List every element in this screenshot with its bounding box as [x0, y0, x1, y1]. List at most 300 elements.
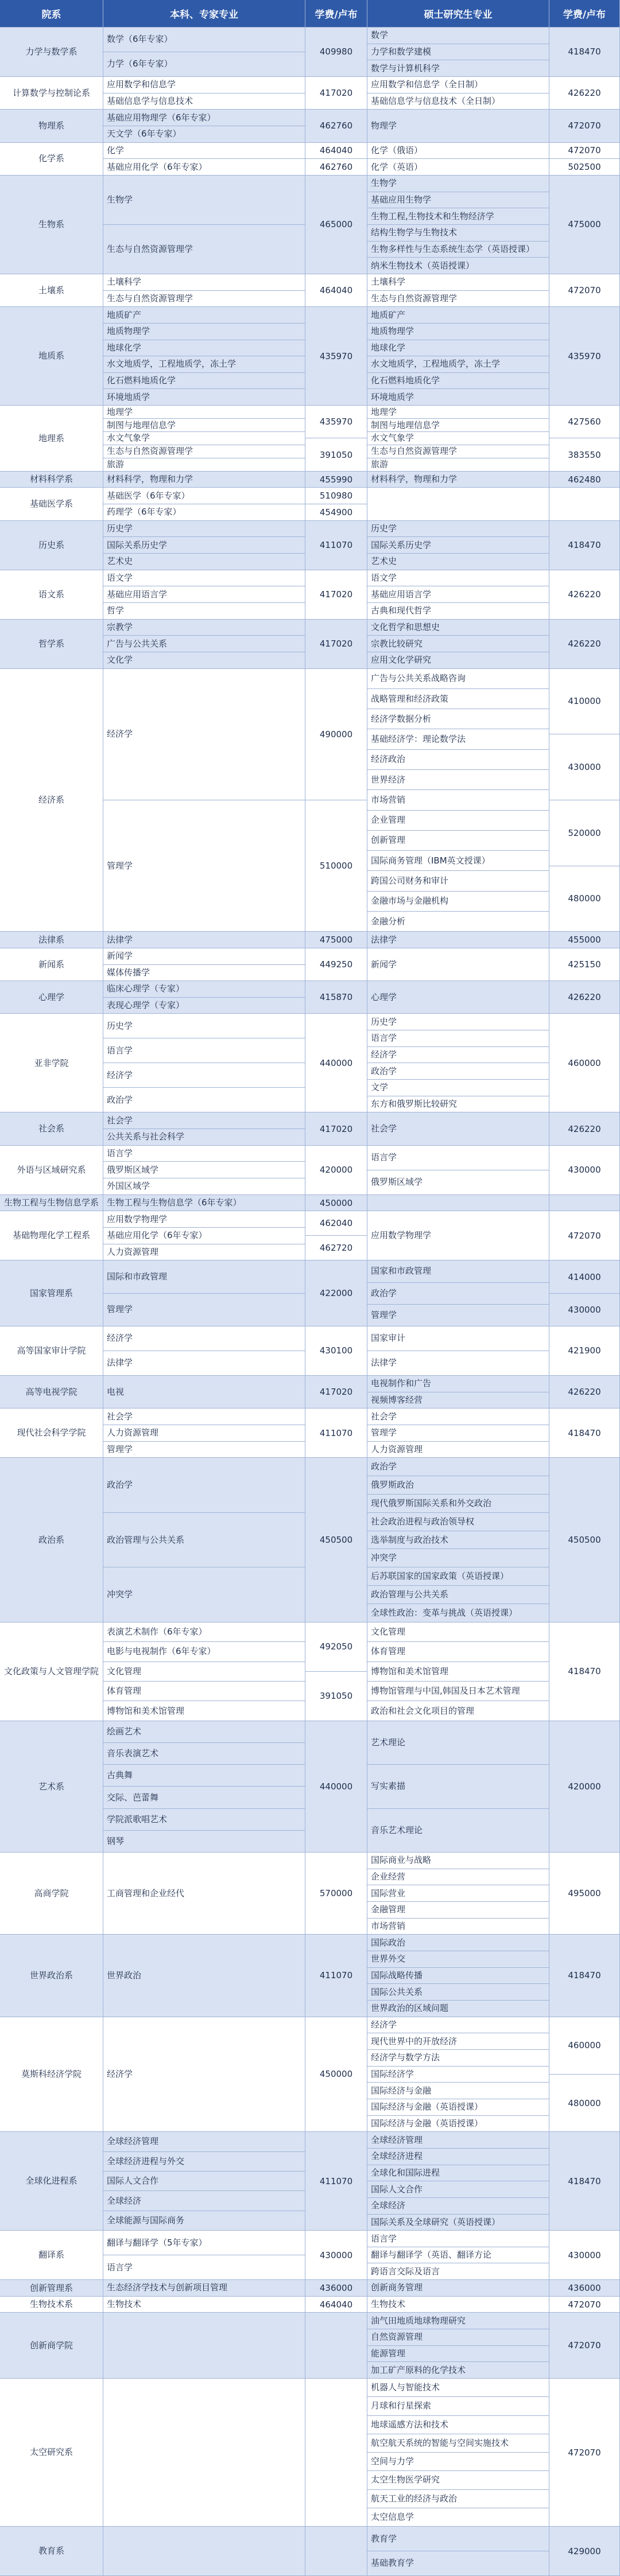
college-name: 经济系 [0, 669, 103, 932]
ug-major: 生态与自然资源管理学 [103, 291, 305, 308]
college-name: 生物技术系 [0, 2297, 103, 2313]
grad-major: 艺术史 [367, 554, 549, 570]
college-name: 世界政治系 [0, 1935, 103, 2017]
ug-major: 经济学 [103, 2017, 305, 2133]
grad-fee: 421900 [549, 1326, 620, 1376]
ug-fee: 391050 [305, 438, 367, 471]
grad-fee: 472070 [549, 2297, 620, 2313]
grad-major: 国际商业与战略 [367, 1853, 549, 1869]
grad-major: 跨国公司财务和审计 [367, 871, 549, 891]
grad-major: 政治学 [367, 1063, 549, 1080]
grad-major: 俄罗斯政治 [367, 1476, 549, 1495]
grad-major: 生物学 [367, 176, 549, 192]
college-name: 地质系 [0, 307, 103, 406]
college-name: 基础物理化学工程系 [0, 1211, 103, 1260]
ug-fee: 430100 [305, 1326, 367, 1376]
grad-major: 制图与地理信息学 [367, 419, 549, 432]
ug-major: 表现心理学（专家） [103, 998, 305, 1014]
ug-major: 哲学 [103, 603, 305, 620]
ug-major: 基础应用化学（6年专家） [103, 1228, 305, 1244]
grad-major: 环境地质学 [367, 389, 549, 406]
grad-fee: 383550 [549, 438, 620, 471]
grad-major: 语言学 [367, 1146, 549, 1170]
grad-major: 国际经济与金融（英语授课） [367, 2099, 549, 2116]
grad-major: 心理学 [367, 981, 549, 1014]
ug-major: 社会学 [103, 1112, 305, 1129]
ug-major: 药理学（6年专家） [103, 504, 305, 521]
college-name: 政治系 [0, 1458, 103, 1622]
grad-major: 国家审计 [367, 1326, 549, 1351]
ug-fee: 411070 [305, 1408, 367, 1458]
ug-fee: 454900 [305, 504, 367, 521]
ug-major: 博物馆和美术馆管理 [103, 1701, 305, 1721]
ug-fee: 450500 [305, 1458, 367, 1622]
grad-major: 政治学 [367, 1283, 549, 1305]
grad-major: 语文学 [367, 570, 549, 587]
grad-major: 应用数学和信息学（全日制） [367, 77, 549, 94]
ug-major: 全球经济管理 [103, 2132, 305, 2151]
ug-major-empty [103, 2527, 305, 2576]
grad-fee: 420000 [549, 1721, 620, 1853]
college-name: 新闻系 [0, 948, 103, 981]
grad-major: 世界政治的区域问题 [367, 2001, 549, 2017]
ug-major: 天文学（6年专家） [103, 126, 305, 143]
college-name: 艺术系 [0, 1721, 103, 1853]
ug-fee: 411070 [305, 2132, 367, 2231]
ug-major: 基础应用语言学 [103, 586, 305, 603]
grad-major: 全球经济 [367, 2198, 549, 2215]
header-college: 院系 [0, 0, 103, 28]
ug-fee: 455990 [305, 472, 367, 488]
grad-fee-empty [549, 1195, 620, 1212]
grad-fee: 430000 [549, 734, 620, 800]
ug-major: 人力资源管理 [103, 1425, 305, 1442]
ug-major: 经济学 [103, 1326, 305, 1351]
grad-fee: 418470 [549, 1935, 620, 2017]
header-ug-fee: 学费/卢布 [305, 0, 367, 28]
ug-major: 基础应用物理学（6年专家） [103, 110, 305, 126]
ug-fee: 449250 [305, 948, 367, 981]
grad-major: 月球和行星探索 [367, 2397, 549, 2415]
ug-major: 翻译与翻译学（5年专家） [103, 2231, 305, 2255]
ug-major: 古典舞 [103, 1765, 305, 1787]
grad-fee: 455000 [549, 932, 620, 948]
grad-major: 基础经济学：理论数学法 [367, 729, 549, 749]
ug-major: 化学 [103, 143, 305, 159]
grad-fee: 450500 [549, 1458, 620, 1622]
ug-major: 绘画艺术 [103, 1721, 305, 1743]
grad-major: 翻译与翻译学（英语、翻译方论 [367, 2247, 549, 2264]
grad-fee: 472070 [549, 2313, 620, 2379]
grad-major: 人力资源管理 [367, 1442, 549, 1458]
grad-major: 油气田地质地球物理研究 [367, 2313, 549, 2329]
grad-major: 材料科学，物理和力学 [367, 472, 549, 488]
grad-fee: 502500 [549, 159, 620, 176]
grad-major: 应用文化学研究 [367, 652, 549, 669]
college-name: 高等电视学院 [0, 1376, 103, 1408]
college-name: 地理系 [0, 406, 103, 472]
ug-major: 全球经济进程与外交 [103, 2152, 305, 2172]
grad-major: 生物技术 [367, 2297, 549, 2313]
grad-major: 应用数学物理学 [367, 1211, 549, 1260]
grad-major: 法律学 [367, 1351, 549, 1376]
grad-major: 社会学 [367, 1408, 549, 1425]
college-name: 法律系 [0, 932, 103, 948]
college-name: 哲学系 [0, 620, 103, 669]
grad-major: 国际人文合作 [367, 2181, 549, 2198]
ug-major: 生态与自然资源管理学 [103, 225, 305, 274]
ug-fee: 417020 [305, 1112, 367, 1145]
grad-major: 土壤科学 [367, 274, 549, 291]
ug-fee: 435970 [305, 406, 367, 438]
grad-major: 旅游 [367, 458, 549, 472]
ug-fee: 411070 [305, 521, 367, 570]
ug-major: 临床心理学（专家） [103, 981, 305, 998]
grad-major: 生物工程,生物技术和生物经济学 [367, 208, 549, 225]
grad-major: 选举制度与政治技术 [367, 1531, 549, 1550]
college-name: 翻译系 [0, 2231, 103, 2280]
ug-fee: 430000 [305, 2231, 367, 2280]
college-name: 化学系 [0, 143, 103, 176]
ug-fee: 435970 [305, 307, 367, 406]
grad-major: 文化管理 [367, 1622, 549, 1642]
grad-fee: 429000 [549, 2527, 620, 2576]
header-ug-major: 本科、专家专业 [103, 0, 305, 28]
grad-major: 太空生物医学研究 [367, 2471, 549, 2489]
ug-major: 生物工程与生物信息学（6年专家） [103, 1195, 305, 1212]
grad-major: 水文气象学 [367, 432, 549, 445]
college-name: 语文系 [0, 570, 103, 620]
ug-major: 化石燃料地质化学 [103, 373, 305, 390]
grad-fee: 472070 [549, 1211, 620, 1260]
ug-major: 基础医学（6年专家） [103, 488, 305, 504]
grad-major: 地质物理学 [367, 324, 549, 340]
grad-major: 化学（俄语） [367, 143, 549, 159]
grad-major: 博物馆和美术馆管理 [367, 1662, 549, 1682]
ug-major: 媒体传播学 [103, 965, 305, 982]
ug-fee: 465000 [305, 176, 367, 274]
grad-major: 生态与自然资源管理学 [367, 291, 549, 308]
ug-major-empty [103, 2379, 305, 2527]
grad-fee: 430000 [549, 2231, 620, 2280]
ug-fee: 450000 [305, 1195, 367, 1212]
ug-major: 社会学 [103, 1408, 305, 1425]
ug-major: 经济学 [103, 669, 305, 800]
ug-fee: 490000 [305, 669, 367, 800]
grad-fee: 430000 [549, 1146, 620, 1195]
ug-major: 水文地质学，工程地质学，冻土学 [103, 356, 305, 373]
grad-fee: 410000 [549, 669, 620, 735]
grad-fee: 430000 [549, 1294, 620, 1326]
ug-major: 国际关系历史学 [103, 537, 305, 554]
ug-major: 管理学 [103, 1294, 305, 1326]
ug-major: 环境地质学 [103, 389, 305, 406]
grad-major: 跨语言交际及语言 [367, 2263, 549, 2280]
ug-fee: 462040 [305, 1211, 367, 1236]
grad-major: 地球化学 [367, 340, 549, 357]
ug-major: 冲突学 [103, 1567, 305, 1622]
ug-fee: 417020 [305, 620, 367, 669]
ug-major: 体育管理 [103, 1682, 305, 1701]
grad-major: 文学 [367, 1080, 549, 1096]
grad-fee: 418470 [549, 521, 620, 570]
grad-major: 基础教育学 [367, 2551, 549, 2576]
ug-major: 基础信息学与信息技术 [103, 94, 305, 110]
grad-fee: 426220 [549, 570, 620, 620]
grad-fee: 480000 [549, 2075, 620, 2132]
grad-major: 地质矿产 [367, 307, 549, 324]
ug-major: 法律学 [103, 932, 305, 948]
ug-major: 历史学 [103, 1014, 305, 1038]
ug-major: 制图与地理信息学 [103, 419, 305, 432]
grad-major: 政治和社会文化项目的管理 [367, 1701, 549, 1721]
ug-major: 历史学 [103, 521, 305, 538]
grad-major: 历史学 [367, 1014, 549, 1030]
ug-major: 政治管理与公共关系 [103, 1513, 305, 1568]
grad-major: 自然资源管理 [367, 2329, 549, 2346]
grad-fee: 472070 [549, 2379, 620, 2527]
grad-fee: 418470 [549, 1408, 620, 1458]
ug-major: 文化管理 [103, 1662, 305, 1682]
college-name: 外语与区域研究系 [0, 1146, 103, 1195]
college-name: 历史系 [0, 521, 103, 570]
ug-major-empty [103, 2313, 305, 2379]
grad-fee: 460000 [549, 1014, 620, 1112]
ug-fee: 464040 [305, 143, 367, 159]
college-name: 土壤系 [0, 274, 103, 307]
ug-fee: 440000 [305, 1014, 367, 1112]
ug-major: 水文气象学 [103, 432, 305, 445]
grad-major: 全球经济管理 [367, 2132, 549, 2149]
grad-major: 太空信息学 [367, 2508, 549, 2527]
grad-major: 电视制作和广告 [367, 1376, 549, 1392]
ug-major: 国际人文合作 [103, 2172, 305, 2191]
ug-fee: 475000 [305, 932, 367, 948]
grad-fee: 426220 [549, 1112, 620, 1145]
ug-major: 基础应用化学（6年专家） [103, 159, 305, 176]
grad-major: 基础信息学与信息技术（全日制） [367, 94, 549, 110]
grad-major: 经济学与数学方法 [367, 2050, 549, 2067]
ug-major: 世界政治 [103, 1935, 305, 2017]
ug-fee-empty [305, 2379, 367, 2527]
grad-major: 国际政治 [367, 1935, 549, 1951]
college-name: 全球化进程系 [0, 2132, 103, 2231]
grad-major: 化学（英语） [367, 159, 549, 176]
ug-major: 生态经济学技术与创新项目管理 [103, 2280, 305, 2297]
grad-major: 生态与自然资源管理学 [367, 445, 549, 458]
grad-major: 全球性政治：变革与挑战（英语授课） [367, 1604, 549, 1622]
grad-major: 管理学 [367, 1305, 549, 1326]
grad-major: 企业管理 [367, 811, 549, 831]
ug-major: 电影与电视制作（6年专家） [103, 1642, 305, 1661]
grad-fee-empty [549, 488, 620, 520]
ug-major: 生物学 [103, 176, 305, 225]
grad-fee: 426220 [549, 1376, 620, 1408]
college-name: 高商学院 [0, 1853, 103, 1935]
grad-major: 文化哲学和思想史 [367, 620, 549, 636]
ug-fee: 464040 [305, 2297, 367, 2313]
grad-major: 国际战略传播 [367, 1968, 549, 1984]
college-name: 材料科学系 [0, 472, 103, 488]
ug-fee: 462760 [305, 159, 367, 176]
grad-major: 物理学 [367, 110, 549, 142]
ug-major: 语言学 [103, 2255, 305, 2280]
college-name: 教育系 [0, 2527, 103, 2576]
ug-major: 政治学 [103, 1088, 305, 1112]
grad-major: 政治管理与公共关系 [367, 1586, 549, 1604]
grad-major: 航天工业的经济与政治 [367, 2490, 549, 2508]
grad-fee: 472070 [549, 143, 620, 159]
ug-major: 数学（6年专家） [103, 28, 305, 52]
grad-major: 宗教比较研究 [367, 636, 549, 652]
grad-major: 国际关系及全球研究（英语授课） [367, 2215, 549, 2231]
grad-major: 生物多样性与生态系统生态学（英语授课） [367, 242, 549, 258]
grad-major: 结构生物学与生物技术 [367, 225, 549, 242]
grad-major: 管理学 [367, 1425, 549, 1442]
grad-major: 国际经济学 [367, 2067, 549, 2083]
grad-major: 金融分析 [367, 912, 549, 932]
grad-major: 化石燃料地质化学 [367, 373, 549, 390]
ug-major: 生物技术 [103, 2297, 305, 2313]
grad-fee: 460000 [549, 2017, 620, 2075]
ug-major: 音乐表演艺术 [103, 1743, 305, 1765]
grad-major: 创新管理 [367, 831, 549, 851]
grad-major: 企业经营 [367, 1869, 549, 1886]
college-name: 创新商学院 [0, 2313, 103, 2379]
ug-major: 语言学 [103, 1038, 305, 1063]
grad-major: 视频博客经营 [367, 1392, 549, 1409]
ug-major: 语文学 [103, 570, 305, 587]
ug-major: 地质矿产 [103, 307, 305, 324]
grad-major: 社会学 [367, 1112, 549, 1145]
ug-fee-empty [305, 2313, 367, 2379]
grad-major: 现代世界中的开放经济 [367, 2033, 549, 2050]
grad-major: 教育学 [367, 2527, 549, 2551]
grad-fee: 414000 [549, 1260, 620, 1293]
ug-major: 外国区域学 [103, 1178, 305, 1195]
college-name: 生物系 [0, 176, 103, 274]
college-name: 力学与数学系 [0, 28, 103, 77]
ug-major: 经济学 [103, 1063, 305, 1088]
ug-fee: 411070 [305, 1935, 367, 2017]
grad-major: 基础应用语言学 [367, 586, 549, 603]
grad-major: 古典和现代哲学 [367, 603, 549, 620]
grad-major: 政治学 [367, 1458, 549, 1476]
ug-fee: 464040 [305, 274, 367, 307]
college-name: 基础医学系 [0, 488, 103, 520]
grad-major: 国际营业 [367, 1885, 549, 1902]
ug-major: 地球化学 [103, 340, 305, 357]
grad-major: 全球经济进程 [367, 2149, 549, 2165]
grad-major: 市场营销 [367, 790, 549, 810]
ug-major: 语言学 [103, 1146, 305, 1162]
ug-major: 交际、芭蕾舞 [103, 1787, 305, 1808]
ug-major: 管理学 [103, 800, 305, 932]
ug-major: 国际和市政管理 [103, 1260, 305, 1293]
ug-fee: 391050 [305, 1672, 367, 1721]
ug-fee: 436000 [305, 2280, 367, 2297]
college-name: 心理学 [0, 981, 103, 1014]
grad-major: 经济学 [367, 2017, 549, 2034]
grad-major: 历史学 [367, 521, 549, 538]
grad-fee: 520000 [549, 800, 620, 866]
ug-major: 广告与公共关系 [103, 636, 305, 652]
ug-major: 艺术史 [103, 554, 305, 570]
ug-major: 全球能源与国际商务 [103, 2211, 305, 2231]
ug-fee: 462720 [305, 1236, 367, 1260]
grad-major: 机器人与智能技术 [367, 2379, 549, 2397]
grad-major: 金融市场与金融机构 [367, 892, 549, 912]
ug-major: 政治学 [103, 1458, 305, 1513]
college-name: 太空研究系 [0, 2379, 103, 2527]
grad-major-empty [367, 488, 549, 520]
ug-major: 旅游 [103, 458, 305, 472]
grad-major: 地理学 [367, 406, 549, 419]
grad-major: 东方和俄罗斯比较研究 [367, 1096, 549, 1113]
grad-fee: 480000 [549, 866, 620, 932]
college-name: 现代社会科学学院 [0, 1408, 103, 1458]
header-grad-fee: 学费/卢布 [549, 0, 620, 28]
grad-fee: 436000 [549, 2280, 620, 2297]
grad-fee: 495000 [549, 1853, 620, 1935]
grad-major: 音乐艺术理论 [367, 1809, 549, 1853]
ug-fee-empty [305, 2527, 367, 2576]
ug-major: 俄罗斯区域学 [103, 1162, 305, 1178]
ug-major: 人力资源管理 [103, 1244, 305, 1261]
grad-major: 创新商务管理 [367, 2280, 549, 2297]
ug-fee: 422000 [305, 1260, 367, 1326]
college-name: 高等国家审计学院 [0, 1326, 103, 1376]
grad-fee: 418470 [549, 1622, 620, 1721]
college-name: 创新管理系 [0, 2280, 103, 2297]
grad-major: 纳米生物技术（英语授课） [367, 258, 549, 274]
ug-fee: 570000 [305, 1853, 367, 1935]
grad-major: 俄罗斯区域学 [367, 1170, 549, 1195]
grad-major: 艺术理论 [367, 1721, 549, 1765]
grad-major: 数学 [367, 28, 549, 44]
ug-major: 地质物理学 [103, 324, 305, 340]
grad-fee: 472070 [549, 110, 620, 142]
grad-major: 冲突学 [367, 1549, 549, 1567]
grad-fee: 435970 [549, 307, 620, 406]
grad-major: 水文地质学，工程地质学，冻土学 [367, 356, 549, 373]
grad-major: 市场营销 [367, 1919, 549, 1935]
ug-major: 公共关系与社会科学 [103, 1129, 305, 1146]
ug-major: 全球经济 [103, 2191, 305, 2211]
ug-major: 地理学 [103, 406, 305, 419]
grad-fee: 427560 [549, 406, 620, 438]
ug-major: 生态与自然资源管理学 [103, 445, 305, 458]
grad-major: 国际公共关系 [367, 1984, 549, 2001]
grad-major: 现代俄罗斯国际关系和外交政治 [367, 1495, 549, 1513]
grad-major: 经济学 [367, 1047, 549, 1064]
grad-fee: 418470 [549, 28, 620, 77]
college-name: 生物工程与生物信息学系 [0, 1195, 103, 1212]
grad-fee: 426220 [549, 77, 620, 110]
ug-major: 宗教学 [103, 620, 305, 636]
ug-major: 电视 [103, 1376, 305, 1408]
grad-major: 力学和数学建模 [367, 44, 549, 61]
grad-major: 社会政治进程与政治领导权 [367, 1513, 549, 1531]
college-name: 国家管理系 [0, 1260, 103, 1326]
grad-major: 语言学 [367, 1030, 549, 1047]
grad-major-empty [367, 1195, 549, 1212]
grad-major: 金融管理 [367, 1902, 549, 1919]
grad-major: 航空航天系统的智能与空间实施技术 [367, 2434, 549, 2453]
grad-major: 后苏联国家的国家政策（英语授课） [367, 1567, 549, 1586]
ug-major: 钢琴 [103, 1831, 305, 1853]
grad-fee: 418470 [549, 2132, 620, 2231]
